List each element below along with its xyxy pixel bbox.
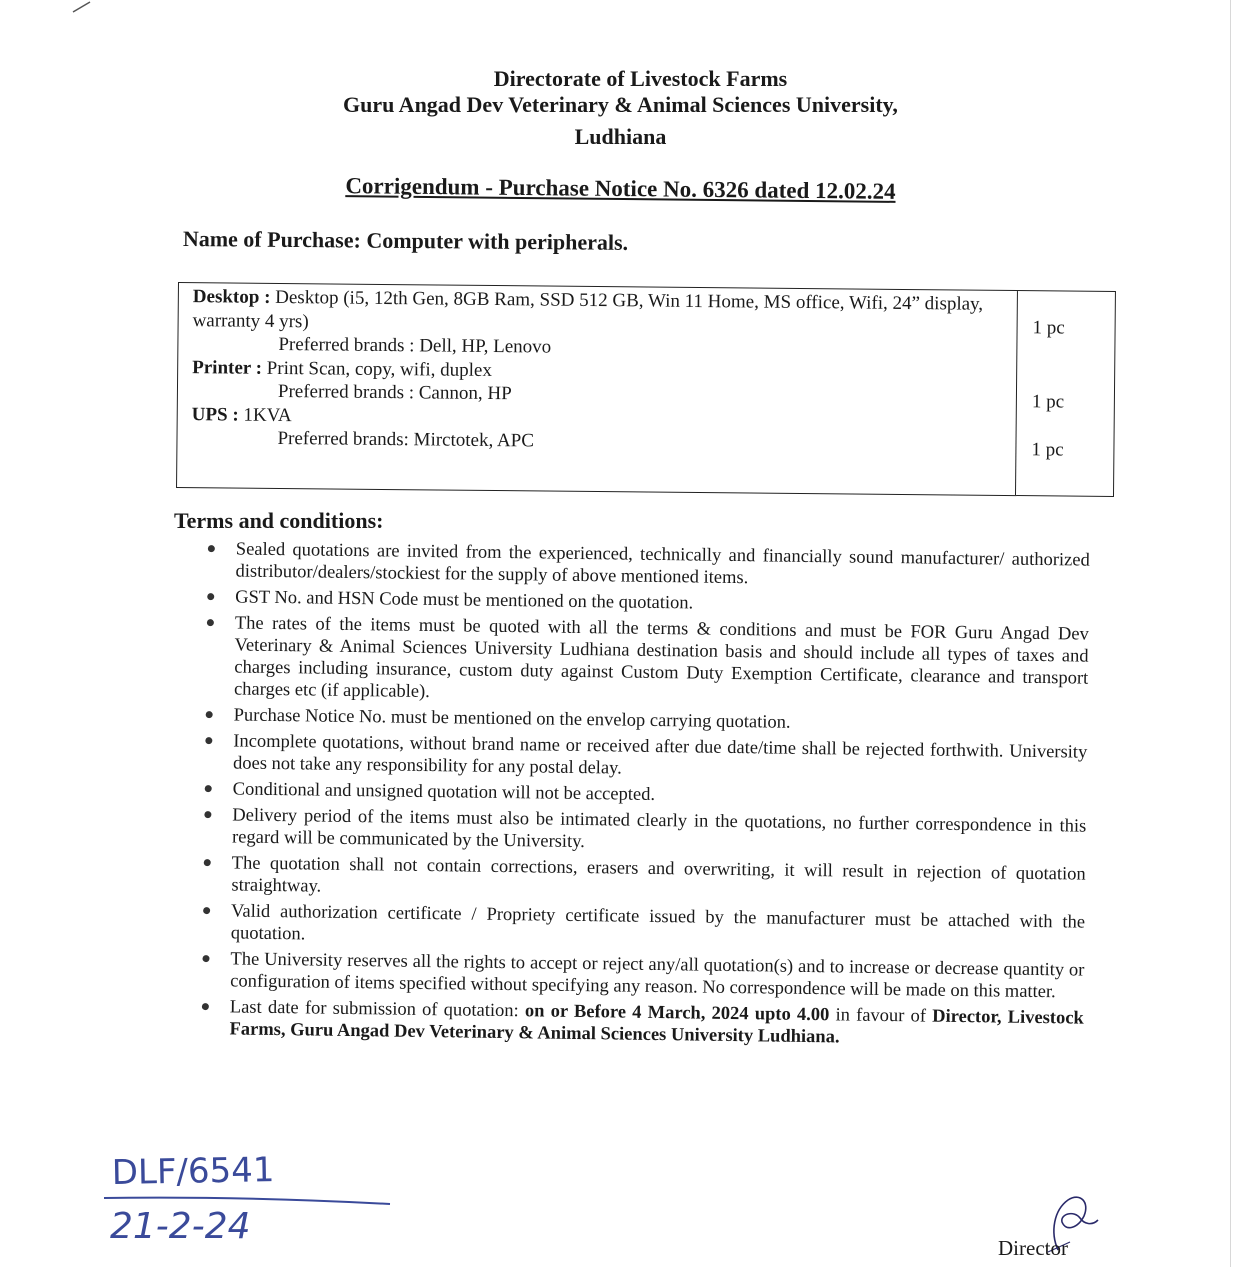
bullet-icon [205, 737, 212, 744]
term-item [198, 612, 1089, 712]
printer-brands: Preferred brands : Cannon, HP [277, 380, 512, 405]
printer-label: Printer : [192, 356, 263, 379]
bullet-icon [202, 1003, 209, 1010]
bullet-icon [204, 859, 211, 866]
term-item [195, 900, 1085, 956]
qty-ups: 1 pc [1031, 439, 1064, 461]
term-text: Delivery period of the items must also be intimated clearly in the quotations, no further correspondence in this regard will be communicated by the University. [231, 805, 1087, 853]
terms-list [193, 538, 1090, 1056]
last-date-prefix: Last date for submission of quotation: [229, 997, 526, 1022]
desktop-row [193, 285, 1013, 340]
header-directorate: Directorate of Livestock Farms [493, 66, 788, 91]
term-item [194, 948, 1084, 1004]
bullet-icon [203, 907, 210, 914]
scan-corner-mark [72, 0, 92, 14]
corrigendum-title: Corrigendum - Purchase Notice No. 6326 dated 12.02.24 [345, 173, 896, 204]
bullet-icon [207, 619, 214, 626]
handwritten-reference [100, 1148, 400, 1258]
term-text: The quotation shall not contain corrections, erasers and overwriting, it will result in rejection of quotation straightway. [231, 853, 1086, 897]
purchase-name: Name of Purchase: Computer with peripherals. [182, 226, 629, 255]
term-text: Sealed quotations are invited from the experienced, technically and financially sound manufacturer/ authorized distributor/dealers/stockiest for the supply of above mentioned items. [235, 539, 1090, 589]
handwritten-date-text: 21-2-24 [110, 1206, 251, 1247]
bullet-icon [208, 545, 215, 552]
bullet-icon [206, 711, 213, 718]
desktop-label: Desktop : [192, 286, 271, 308]
bullet-icon [207, 593, 214, 600]
term-item [197, 730, 1087, 786]
term-text: Conditional and unsigned quotation will not be accepted. [232, 779, 656, 805]
qty-printer: 1 pc [1031, 391, 1065, 413]
term-text: Purchase Notice No. must be mentioned on the envelop carrying quotation. [233, 705, 791, 733]
ups-label: UPS : [191, 403, 239, 426]
term-item [196, 804, 1086, 860]
term-item [199, 538, 1089, 594]
last-date-addressee: Director, Livestock Farms, Guru Angad Dev Veterinary & Animal Sciences University Ludhiana. [229, 1006, 1084, 1048]
ups-brands: Preferred brands: Mirctotek, APC [277, 427, 535, 452]
items-table [176, 282, 1116, 497]
desktop-brands: Preferred brands : Dell, HP, Lenovo [278, 333, 552, 358]
qty-desktop: 1 pc [1032, 317, 1065, 339]
quantity-column-divider [1015, 291, 1018, 495]
terms-title: Terms and conditions: [174, 508, 384, 533]
ups-spec: 1KVA [243, 404, 292, 426]
header-university: Guru Angad Dev Veterinary & Animal Sciences University, [343, 92, 898, 117]
desktop-spec: Desktop (i5, 12th Gen, 8GB Ram, SSD 512 GB, Win 11 Home, MS office, Wifi, 24” display, warranty 4 yrs) [192, 286, 984, 332]
last-date-deadline: on or Before 4 March, 2024 upto 4.00 [524, 1001, 830, 1026]
term-text: GST No. and HSN Code must be mentioned on the quotation. [235, 587, 694, 614]
printer-spec: Print Scan, copy, wifi, duplex [266, 357, 492, 381]
handwritten-ref-text: DLF/6541 [111, 1150, 275, 1193]
term-item-last-date [193, 996, 1083, 1052]
term-item [195, 852, 1085, 908]
term-text: Incomplete quotations, without brand name or received after due date/time shall be rejected forthwith. University does not take any responsibility for any postal delay. [232, 731, 1088, 779]
signatory-title: Director [998, 1236, 1068, 1260]
term-text: The University reserves all the rights to accept or reject any/all quotation(s) and to increase or decrease quantity or configuration of items specified without specifying any reason. No correspondence will be made on this matter. [230, 949, 1085, 1003]
bullet-icon [204, 811, 211, 818]
term-text: The rates of the items must be quoted with all the terms & conditions and must be FOR Guru Angad Dev Veterinary & Animal Sciences University Ludhiana destination basis and should include all types of taxes and charges including insurance, custom duty against Custom Duty Exemption Certificate, clearance and transport charges etc (if applicable). [233, 613, 1089, 703]
term-text: Valid authorization certificate / Propriety certificate issued by the manufacturer must be attached with the quotation. [230, 901, 1086, 945]
bullet-icon [202, 955, 209, 962]
header-city: Ludhiana [574, 124, 667, 149]
items-description [191, 285, 1013, 457]
last-date-middle: in favour of [829, 1005, 933, 1027]
bullet-icon [205, 785, 212, 792]
